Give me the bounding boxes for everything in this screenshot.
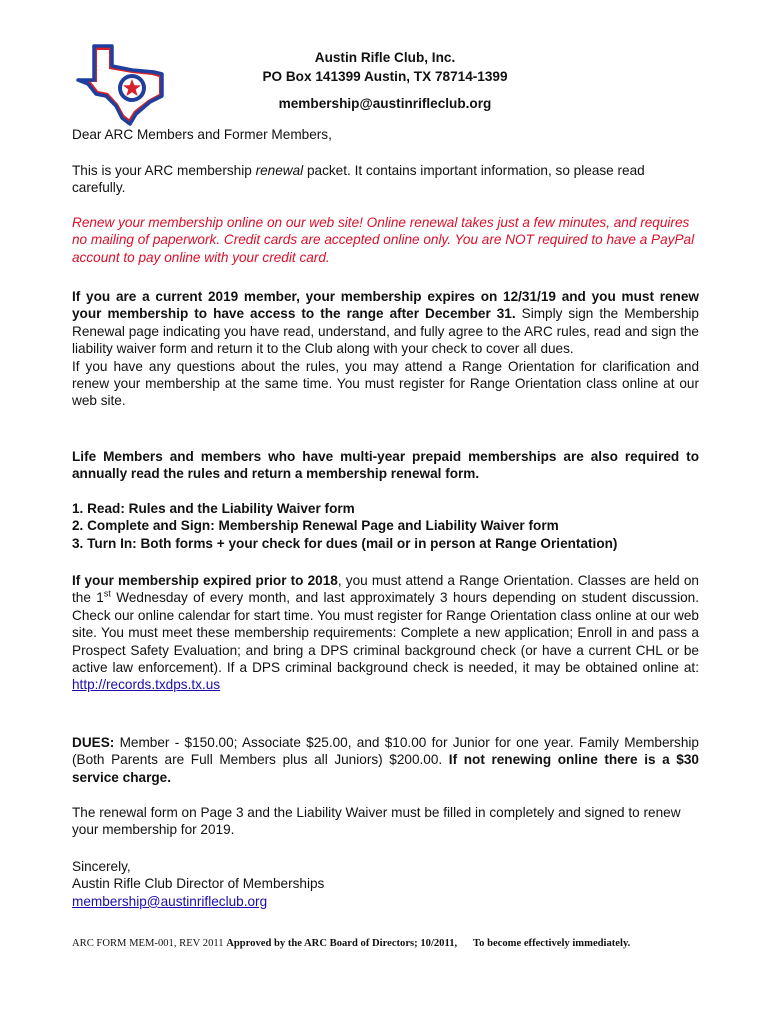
expired-text2: Wednesday of every month, and last approximately 3 hours depending on student discussion. Check our online calendar for start time. You must register for Range Orientation class online at our web site. You must meet these membership requirements: Complete a new application; Enroll in and pass a Prospect Safety Evaluation; and bring a DPS criminal background check (or have a current CHL or be active law enforcement). If a DPS criminal background check is needed, it may be obtained online at:: [72, 590, 699, 676]
step-item: 2. Complete and Sign: Membership Renewal Page and Liability Waiver form: [72, 518, 559, 534]
form-footer: [72, 938, 712, 949]
closing-block: [72, 858, 699, 910]
dues-paragraph: [72, 734, 699, 786]
intro-italic: renewal: [255, 163, 304, 178]
step-item: 1. Read: Rules and the Liability Waiver form: [72, 501, 355, 516]
txdps-link[interactable]: http://records.txdps.tx.us: [72, 677, 221, 693]
steps-list: [72, 500, 699, 552]
org-name: Austin Rifle Club, Inc.: [314, 50, 456, 65]
closing-email-link[interactable]: membership@austinrifleclub.org: [72, 893, 268, 909]
footer-form-id: ARC FORM MEM-001, REV 2011: [72, 938, 227, 949]
online-notice-text: Renew your membership online on our web site! Online renewal takes just a few minutes, and requires no mailing of paperwork. Credit cards are accepted online only. You are NOT required to have a PayPal account to pay online with your credit card.: [72, 215, 695, 265]
current-member-paragraph: [72, 288, 699, 410]
step-item: 3. Turn In: Both forms + your check for dues (mail or in person at Range Orientation): [72, 535, 618, 551]
letterhead: [180, 48, 590, 113]
intro-before: This is your ARC membership: [72, 163, 256, 178]
org-address: PO Box 141399 Austin, TX 78714-1399: [262, 69, 508, 84]
sincerely: Sincerely,: [72, 859, 131, 874]
expired-sup: st: [103, 588, 111, 599]
texas-star-logo-icon: [72, 40, 172, 126]
dues-label: DUES:: [72, 735, 115, 750]
life-members-paragraph: [72, 448, 699, 483]
expired-bold: If your membership expired prior to 2018: [72, 573, 338, 588]
intro-after: packet. It contains important information, so please read carefully.: [72, 163, 645, 196]
signer: Austin Rifle Club Director of Memberships: [72, 876, 325, 892]
expired-text1: , you must attend a Range Orientation. Classes are held on the 1: [72, 573, 699, 606]
renewal-form-text: The renewal form on Page 3 and the Liability Waiver must be filled in completely and signed to renew your membership for 2019.: [72, 805, 681, 838]
dues-bold: If not renewing online there is a $30 service charge.: [72, 752, 699, 785]
expired-paragraph: [72, 572, 699, 694]
footer-approved: Approved by the ARC Board of Directors; 10/2011,: [226, 938, 458, 949]
salutation: Dear ARC Members and Former Members,: [72, 127, 332, 142]
renewal-form-paragraph: [72, 804, 699, 839]
questions-text: If you have any questions about the rules, you may attend a Range Orientation for clarification and renew your membership at the same time. You must register for Range Orientation class online at our web site.: [72, 358, 699, 409]
current-member-text: Simply sign the Membership Renewal page indicating you have read, understand, and fully agree to the ARC rules, read and sign the liability waiver form and return it to the Club along with your check to cover all dues.: [72, 306, 699, 357]
footer-effective: To become effectively immediately.: [473, 938, 631, 949]
dues-text: Member - $150.00; Associate $25.00, and $10.00 for Junior for one year. Family Membership (Both Parents are Full Members plus all Juniors) $200.00.: [72, 735, 699, 768]
current-member-bold: If you are a current 2019 member, your membership expires on 12/31/19 and you must renew your membership to have access to the range after December 31.: [72, 289, 699, 322]
online-renewal-notice: [72, 214, 699, 266]
intro-paragraph: [72, 162, 699, 197]
life-members-text: Life Members and members who have multi-year prepaid memberships are also required to annually read the rules and return a membership renewal form.: [72, 449, 699, 482]
org-email: membership@austinrifleclub.org: [278, 96, 492, 111]
salutation-block: [72, 126, 699, 143]
